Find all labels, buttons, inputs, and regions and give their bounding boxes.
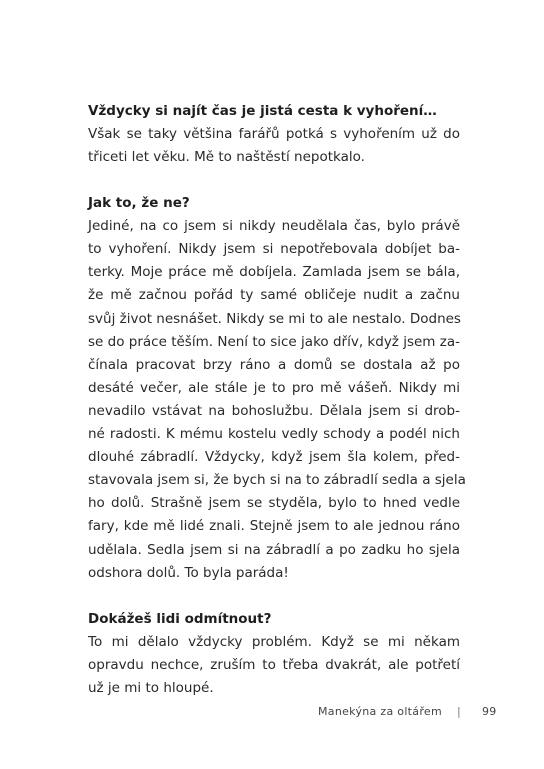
page-number: 99 [482,705,497,718]
text-line: se do práce těším. Není to sice jako dřív, když jsem za- [88,333,460,350]
text-line: né radosti. K mému kostelu vedly schody a podél nich [88,426,460,443]
text-line: opravdu nechce, zruším to třeba dvakrát, ale potřetí [88,656,460,673]
question-heading: Vždycky si najít čas je jistá cesta k vyhoření… [88,103,437,119]
answer-paragraph [88,123,460,169]
answer-paragraph [88,631,460,700]
interview-section-2 [88,192,466,585]
text-line: ho dolů. Strašně jsem se styděla, bylo to hned vedle [88,495,460,512]
text-line: udělala. Sedla jsem si na zábradlí a po zadku ho sjela [88,541,460,558]
text-line: Však se taky většina farářů potká s vyhořením už do [88,126,460,142]
answer-paragraph [88,215,466,585]
question-heading: Dokážeš lidi odmítnout? [88,610,272,627]
text-line: nevadilo vstávat na bohoslužbu. Dělala jsem si drob- [88,402,460,419]
text-line: Jediné, na co jsem si nikdy neudělala čas, bylo právě [88,218,460,235]
text-line: že mě začnou pořád ty samé obličeje nudit a začnu [88,287,460,304]
footer-separator: | [457,705,462,718]
text-line: fary, kde mě lidé znali. Stejně jsem to ale jednou ráno [88,518,460,535]
text-line: dlouhé zábradlí. Vždycky, když jsem šla kolem, před- [88,449,460,466]
question-heading: Jak to, že ne? [88,195,190,212]
text-line: svůj život nesnášet. Nikdy se mi to ale nestalo. Dodnes [88,310,461,327]
text-line: už je mi to hloupé. [88,679,214,696]
text-line: desáté večer, ale stále je to pro mě vášeň. Nikdy mi [88,379,460,396]
text-line: To mi dělalo vždycky problém. Když se mi někam [88,633,460,650]
text-line: třiceti let věku. Mě to naštěstí nepotkalo. [88,149,365,166]
interview-section-3 [88,608,460,700]
page-body [88,100,466,723]
text-line: čínala pracovat brzy ráno a domů se dostala až po [88,356,460,373]
text-line: stavovala jsem si, že bych si na to zábradlí sedla a sjela [88,472,466,489]
text-line: to vyhoření. Nikdy jsem si nepotřebovala dobíjet ba- [88,241,460,258]
running-book-title: Manekýna za oltářem [318,705,442,718]
text-line: odshora dolů. To byla paráda! [88,564,289,581]
interview-section-1 [88,100,460,169]
text-line: terky. Moje práce mě dobíjela. Zamlada jsem se bála, [88,264,460,281]
